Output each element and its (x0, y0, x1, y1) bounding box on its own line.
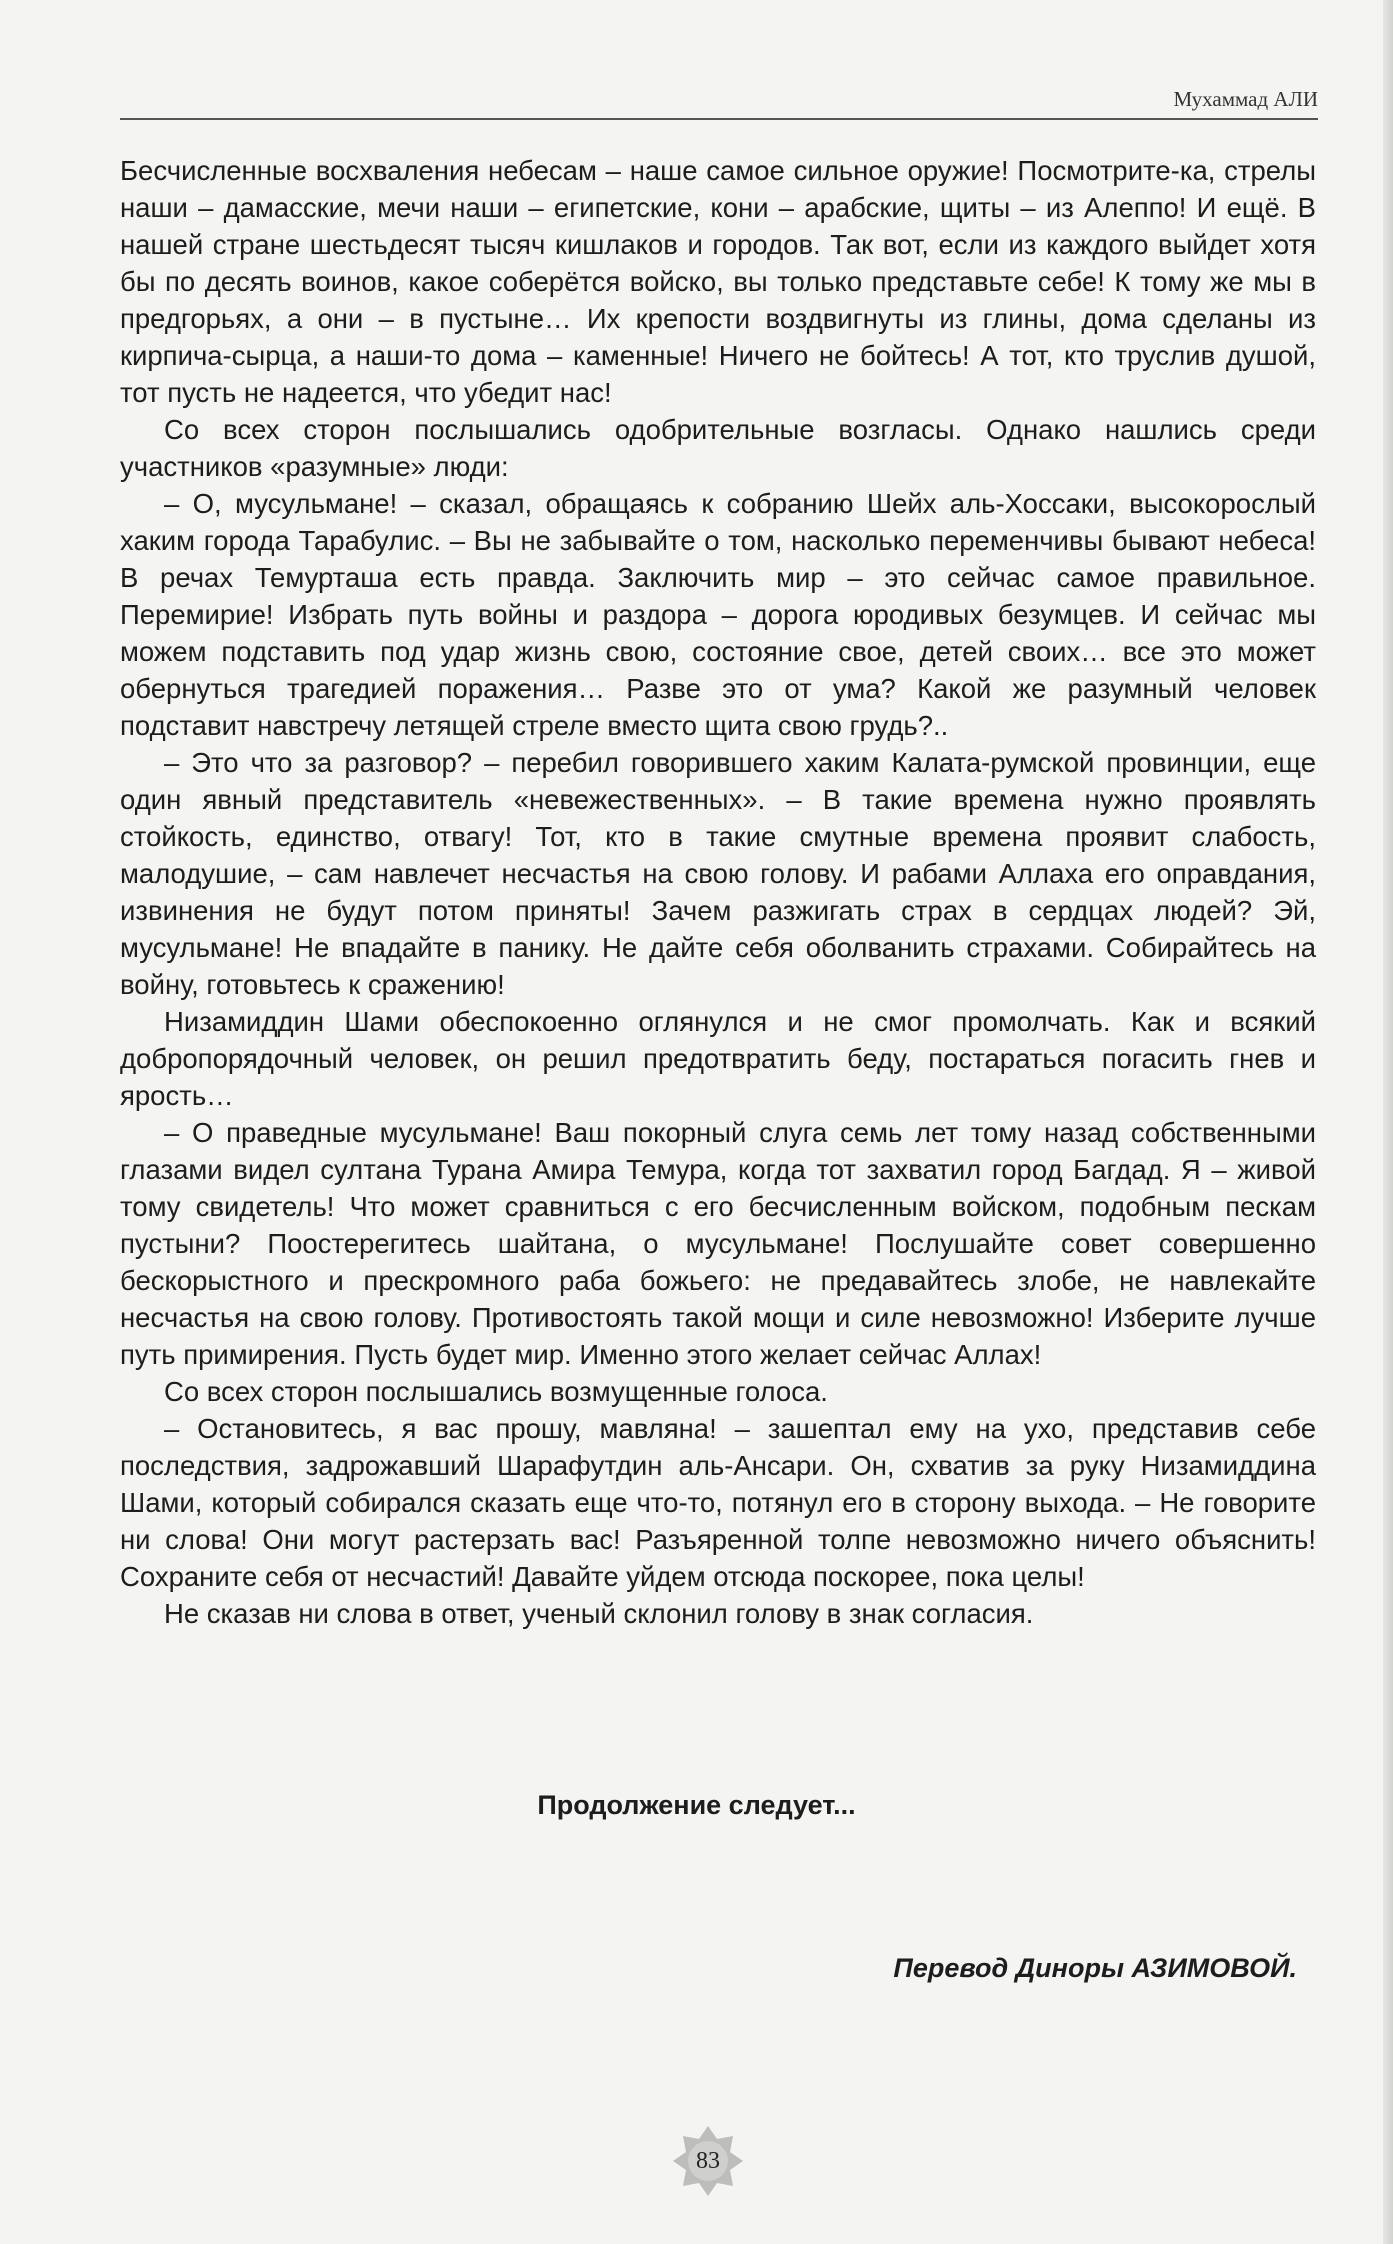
paragraph: – Остановитесь, я вас прошу, мавляна! – зашептал ему на ухо, представив себе последствия, задрожавший Шарафутдин аль-Ансари. Он, схватив за руку Низамиддина Шами, который собирался сказать еще что-то, потянул его в сторону выхода. – Не говорите ни слова! Они могут растерзать вас! Разъяренной толпе невозможно ничего объяснить! Сохраните себя от несчастий! Давайте уйдем отсюда поскорее, пока целы! (120, 1413, 1316, 1592)
article-body (120, 152, 1316, 1632)
paragraph: Со всех сторон послышались возмущенные голоса. (164, 1376, 828, 1407)
page-number-badge (671, 2124, 745, 2198)
paragraph: – Это что за разговор? – перебил говорившего хаким Калата-румской провинции, еще один явный представитель «невежественных». – В такие времена нужно проявлять стойкость, единство, отвагу! Тот, кто в такие смутные времена проявит слабость, малодушие, – сам навлечет несчастья на свою голову. И рабами Аллаха его оправдания, извинения не будут потом приняты! Зачем разжигать страх в сердцах людей? Эй, мусульмане! Не впадайте в панику. Не дайте себя оболванить страхами. Собирайтесь на войну, готовьтесь к сражению! (120, 747, 1316, 1000)
paragraph: Не сказав ни слова в ответ, ученый склонил голову в знак согласия. (164, 1598, 1034, 1629)
running-header (120, 78, 1318, 120)
paragraph: Низамиддин Шами обеспокоенно оглянулся и не смог промолчать. Как и всякий добропорядочный человек, он решил предотвратить беду, постараться погасить гнев и ярость… (120, 1006, 1316, 1111)
translator-credit: Перевод Диноры АЗИМОВОЙ. (893, 1953, 1297, 1983)
page-number: 83 (696, 2148, 720, 2174)
continued-note: Продолжение следует... (537, 1790, 856, 1820)
header-author: Мухаммад АЛИ (1173, 87, 1318, 111)
paragraph: – О, мусульмане! – сказал, обращаясь к собранию Шейх аль-Хоссаки, высокорослый хаким города Тарабулис. – Вы не забывайте о том, насколько переменчивы бывают небеса! В речах Темурташа есть правда. Заключить мир – это сейчас самое правильное. Перемирие! Избрать путь войны и раздора – дорога юродивых безумцев. И сейчас мы можем подставить под удар жизнь свою, состояние свое, детей своих… все это может обернуться трагедией поражения… Разве это от ума? Какой же разумный человек подставит навстречу летящей стреле вместо щита свою грудь?.. (120, 488, 1316, 741)
paragraph: Со всех сторон послышались одобрительные возгласы. Однако нашлись среди участников «разумные» люди: (120, 414, 1316, 482)
paragraph: – О праведные мусульмане! Ваш покорный слуга семь лет тому назад собственными глазами видел султана Турана Амира Темура, когда тот захватил город Багдад. Я – живой тому свидетель! Что может сравниться с его бесчисленным войском, подобным пескам пустыни? Поостерегитесь шайтана, о мусульмане! Послушайте совет совершенно бескорыстного и прескромного раба божьего: не предавайтесь злобе, не навлекайте несчастья на свою голову. Противостоять такой мощи и силе невозможно! Изберите лучше путь примирения. Пусть будет мир. Именно этого желает сейчас Аллах! (120, 1117, 1316, 1370)
page-edge (1383, 0, 1393, 2244)
paragraph: Бесчисленные восхваления небесам – наше самое сильное оружие! Посмотрите-ка, стрелы наши – дамасские, мечи наши – египетские, кони – арабские, щиты – из Алеппо! И ещё. В нашей стране шестьдесят тысяч кишлаков и городов. Так вот, если из каждого выйдет хотя бы по десять воинов, какое соберётся войско, вы только представьте себе! К тому же мы в предгорьях, а они – в пустыне… Их крепости воздвигнуты из глины, дома сделаны из кирпича-сырца, а наши-то дома – каменные! Ничего не бойтесь! А тот, кто труслив душой, тот пусть не надеется, что убедит нас! (120, 155, 1316, 408)
